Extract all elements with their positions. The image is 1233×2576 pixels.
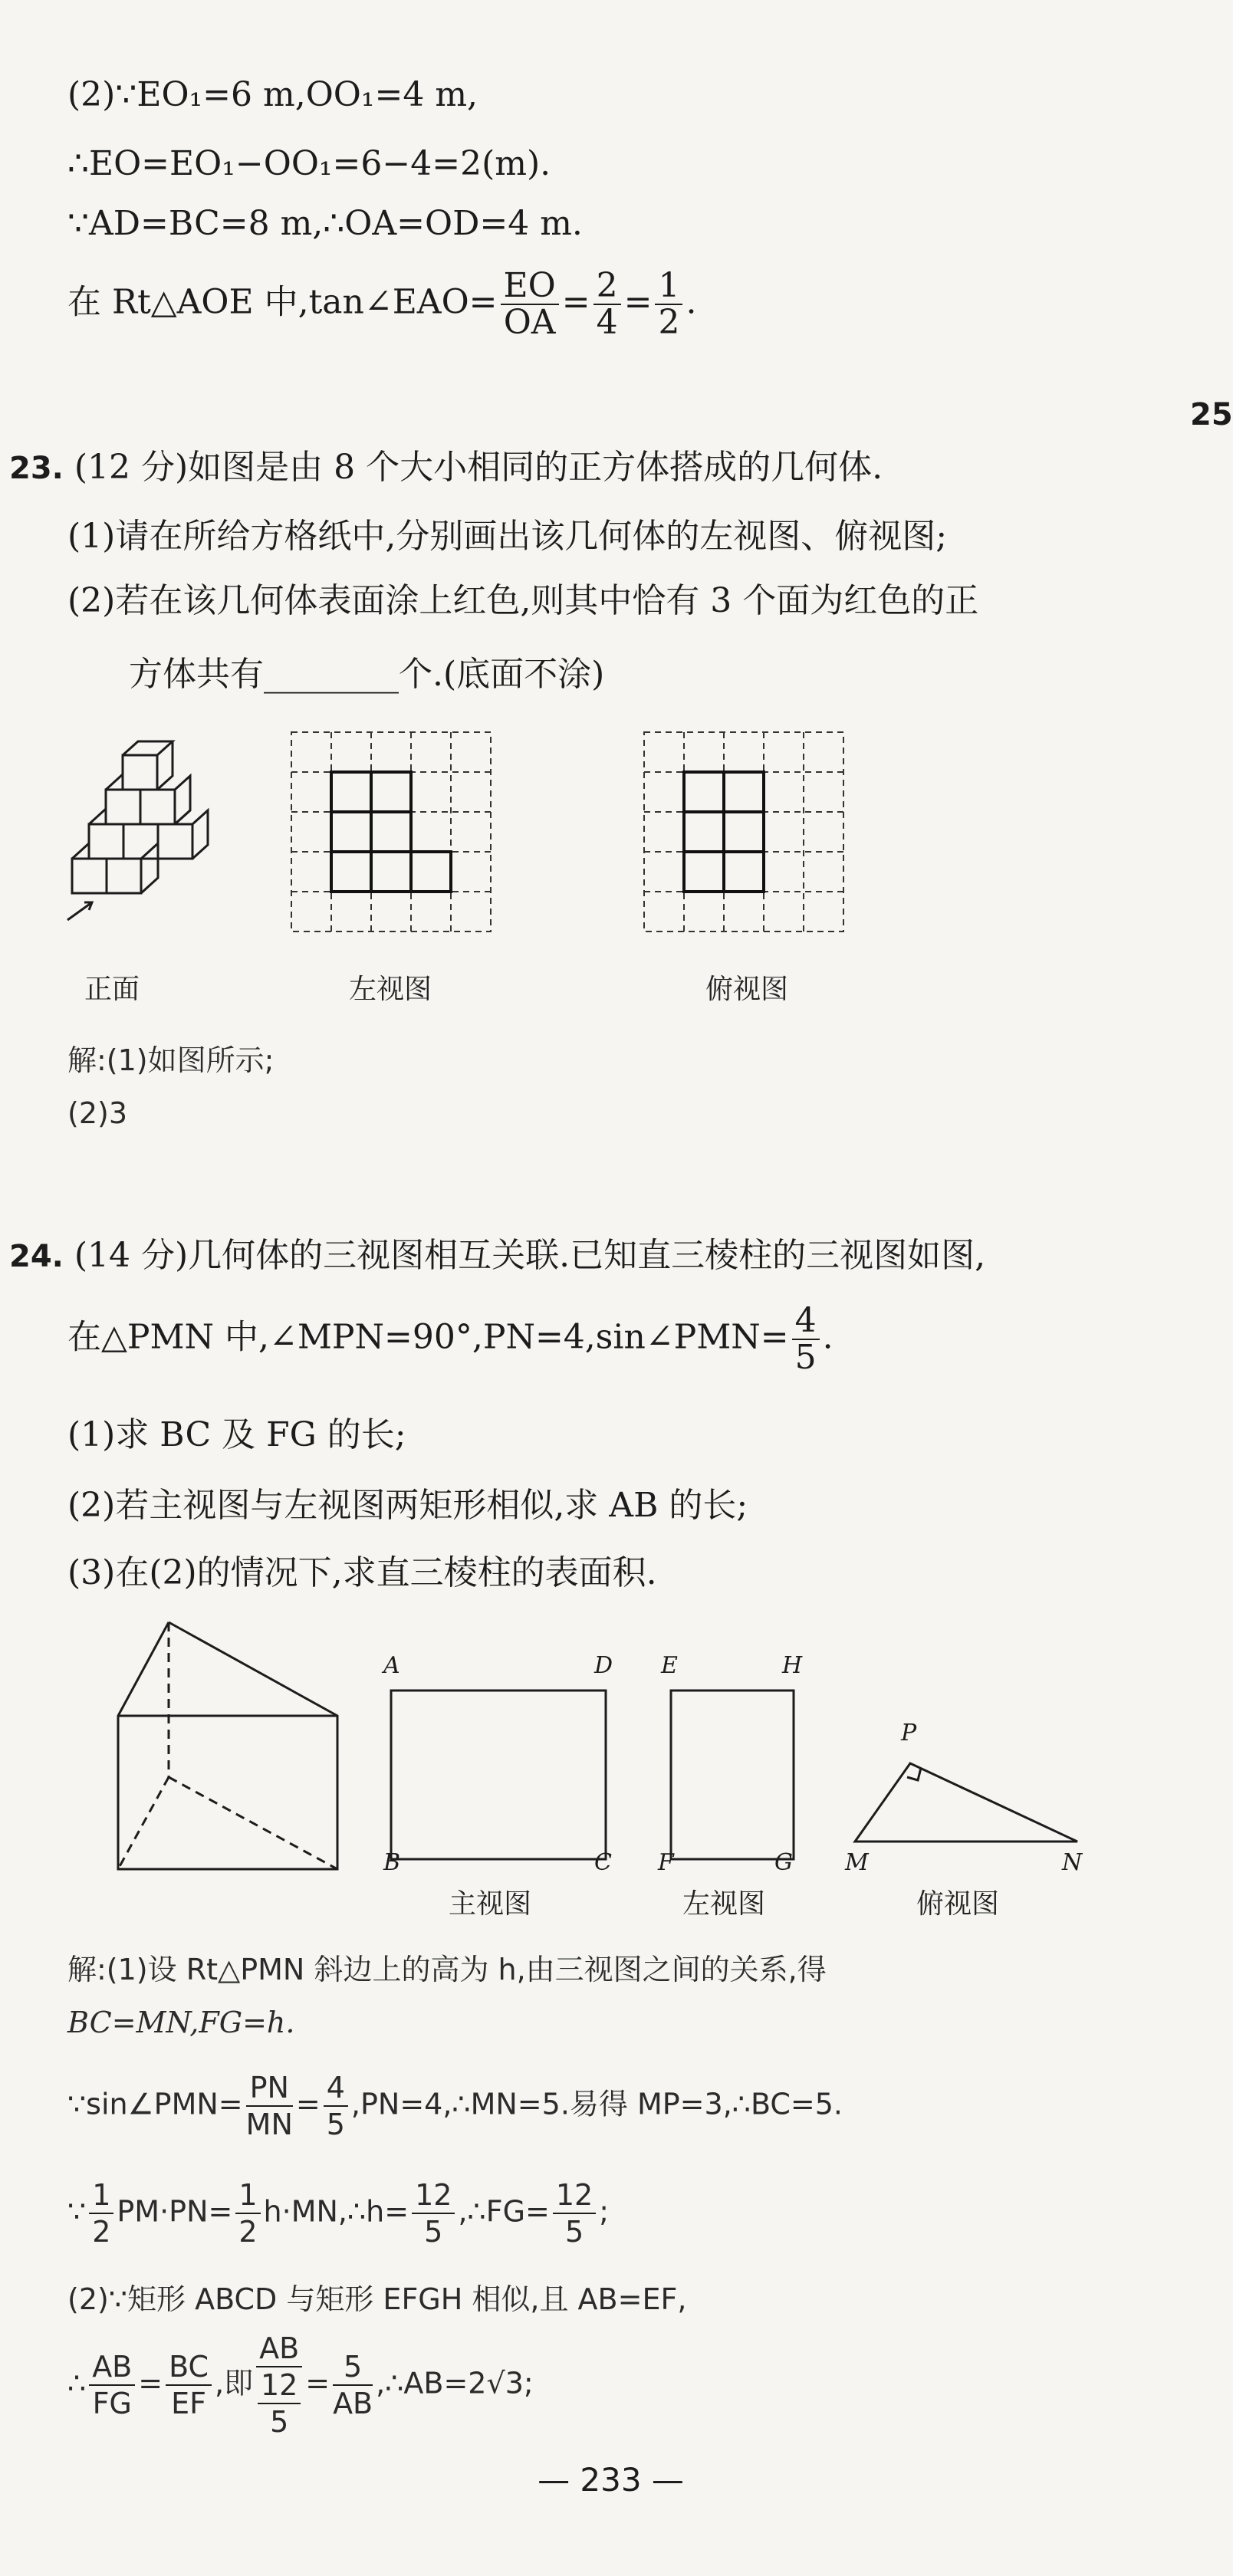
answer-23-2: (2)3 bbox=[67, 1096, 128, 1130]
fraction: $\frac{AB}{FG}$ bbox=[89, 2349, 135, 2421]
top-view-triangle bbox=[847, 1756, 1093, 1855]
question-24-part-1: (1)求 BC 及 FG 的长; bbox=[67, 1415, 406, 1454]
fraction: $\frac{4}{5}$ bbox=[792, 1303, 820, 1375]
fraction: $\frac{1}{2}$ bbox=[235, 2177, 260, 2249]
solution-line: (2)∵EO₁=6 m,OO₁=4 m, bbox=[67, 75, 478, 114]
solution-24-line-1: 解:(1)设 Rt△PMN 斜边上的高为 h,由三视图之间的关系,得 bbox=[67, 1953, 827, 1986]
label-C: C bbox=[594, 1849, 612, 1876]
fraction: $\frac{1}{2}$ bbox=[655, 268, 682, 340]
page-number: — 233 — bbox=[538, 2461, 684, 2499]
label-E: E bbox=[661, 1652, 678, 1679]
answer-23-1: 解:(1)如图所示; bbox=[67, 1043, 275, 1077]
fraction: $\frac{12}{5}$ bbox=[553, 2177, 596, 2249]
compound-fraction: $\frac{AB}{\frac{12}{5}}$ bbox=[256, 2331, 302, 2440]
question-24-part-2: (2)若主视图与左视图两矩形相似,求 AB 的长; bbox=[67, 1486, 748, 1525]
fraction: $\frac{PN}{MN}$ bbox=[245, 2071, 293, 2141]
caption-top-view: 俯视图 bbox=[916, 1888, 1000, 1920]
solution-24-line-2: BC=MN,FG=h. bbox=[67, 2006, 295, 2039]
solution-line: ∵AD=BC=8 m,∴OA=OD=4 m. bbox=[67, 204, 583, 243]
fraction: $\frac{12}{5}$ bbox=[412, 2177, 455, 2249]
fraction: $\frac{2}{4}$ bbox=[593, 268, 621, 340]
question-23-part-2: (2)若在该几何体表面涂上红色,则其中恰有 3 个面为红色的正 bbox=[67, 581, 979, 620]
caption-main-view: 主视图 bbox=[449, 1888, 532, 1920]
main-view-rectangle bbox=[383, 1683, 613, 1867]
text: 在 Rt△AOE 中,tan∠EAO= bbox=[67, 282, 498, 322]
fraction: $\frac{BC}{EF}$ bbox=[166, 2349, 212, 2421]
solution-24-line-3: ∵sin∠PMN= $\frac{PN}{MN}$ = $\frac{4}{5}$ ,PN=4,∴MN=5.易得 MP=3,∴BC=5. bbox=[67, 2071, 843, 2141]
question-24-part-3: (3)在(2)的情况下,求直三棱柱的表面积. bbox=[67, 1553, 657, 1592]
left-view-rectangle bbox=[663, 1683, 801, 1867]
margin-mark: 25 bbox=[1190, 397, 1233, 432]
question-23-part-2-blank: 方体共有________个.(底面不涂) bbox=[129, 655, 605, 694]
solution-line: ∴EO=EO₁−OO₁=6−4=2(m). bbox=[67, 144, 551, 183]
caption-front: 正面 bbox=[84, 974, 140, 1005]
solution-line: 在 Rt△AOE 中,tan∠EAO= $\frac{EO}{OA}$ = $\frac{2}{4}$ = $\frac{1}{2}$ . bbox=[67, 266, 697, 342]
label-B: B bbox=[383, 1849, 401, 1876]
caption-top-view: 俯视图 bbox=[705, 974, 789, 1005]
label-H: H bbox=[782, 1652, 803, 1679]
question-23-part-1: (1)请在所给方格纸中,分别画出该几何体的左视图、俯视图; bbox=[67, 517, 948, 556]
triangular-prism-figure bbox=[107, 1616, 353, 1877]
solution-24-line-6: ∴ $\frac{AB}{FG}$ = $\frac{BC}{EF}$ ,即 $\frac{AB}{\frac{12}{5}}$ = $\frac{5}{AB}$ ,∴AB=2√3; bbox=[67, 2331, 534, 2439]
question-24-stem: 24. (14 分)几何体的三视图相互关联.已知直三棱柱的三视图如图, bbox=[9, 1236, 986, 1275]
label-N: N bbox=[1062, 1849, 1083, 1876]
fraction: $\frac{5}{AB}$ bbox=[333, 2350, 373, 2420]
label-F: F bbox=[658, 1849, 674, 1876]
fraction: $\frac{1}{2}$ bbox=[89, 2177, 113, 2249]
top-view-grid bbox=[638, 726, 850, 938]
question-24-conditions: 在△PMN 中,∠MPN=90°,PN=4,sin∠PMN= $\frac{4}{5}$ . bbox=[67, 1301, 834, 1377]
solution-24-line-4: ∵ $\frac{1}{2}$ PM·PN= $\frac{1}{2}$ h·MN,∴h= $\frac{12}{5}$ ,∴FG= $\frac{12}{5}$ ; bbox=[67, 2178, 610, 2249]
left-view-grid bbox=[285, 726, 497, 938]
label-D: D bbox=[594, 1652, 613, 1679]
caption-left-view: 左视图 bbox=[349, 974, 432, 1005]
label-P: P bbox=[901, 1720, 917, 1746]
fraction: $\frac{EO}{OA}$ bbox=[501, 268, 559, 340]
question-23-stem: 23. (12 分)如图是由 8 个大小相同的正方体搭成的几何体. bbox=[9, 448, 883, 487]
solution-24-line-5: (2)∵矩形 ABCD 与矩形 EFGH 相似,且 AB=EF, bbox=[67, 2282, 687, 2316]
cube-stack-figure bbox=[61, 732, 261, 932]
label-G: G bbox=[774, 1849, 793, 1876]
label-A: A bbox=[383, 1652, 400, 1679]
fraction: $\frac{4}{5}$ bbox=[324, 2070, 348, 2142]
caption-left-view: 左视图 bbox=[682, 1888, 766, 1920]
label-M: M bbox=[845, 1849, 869, 1876]
